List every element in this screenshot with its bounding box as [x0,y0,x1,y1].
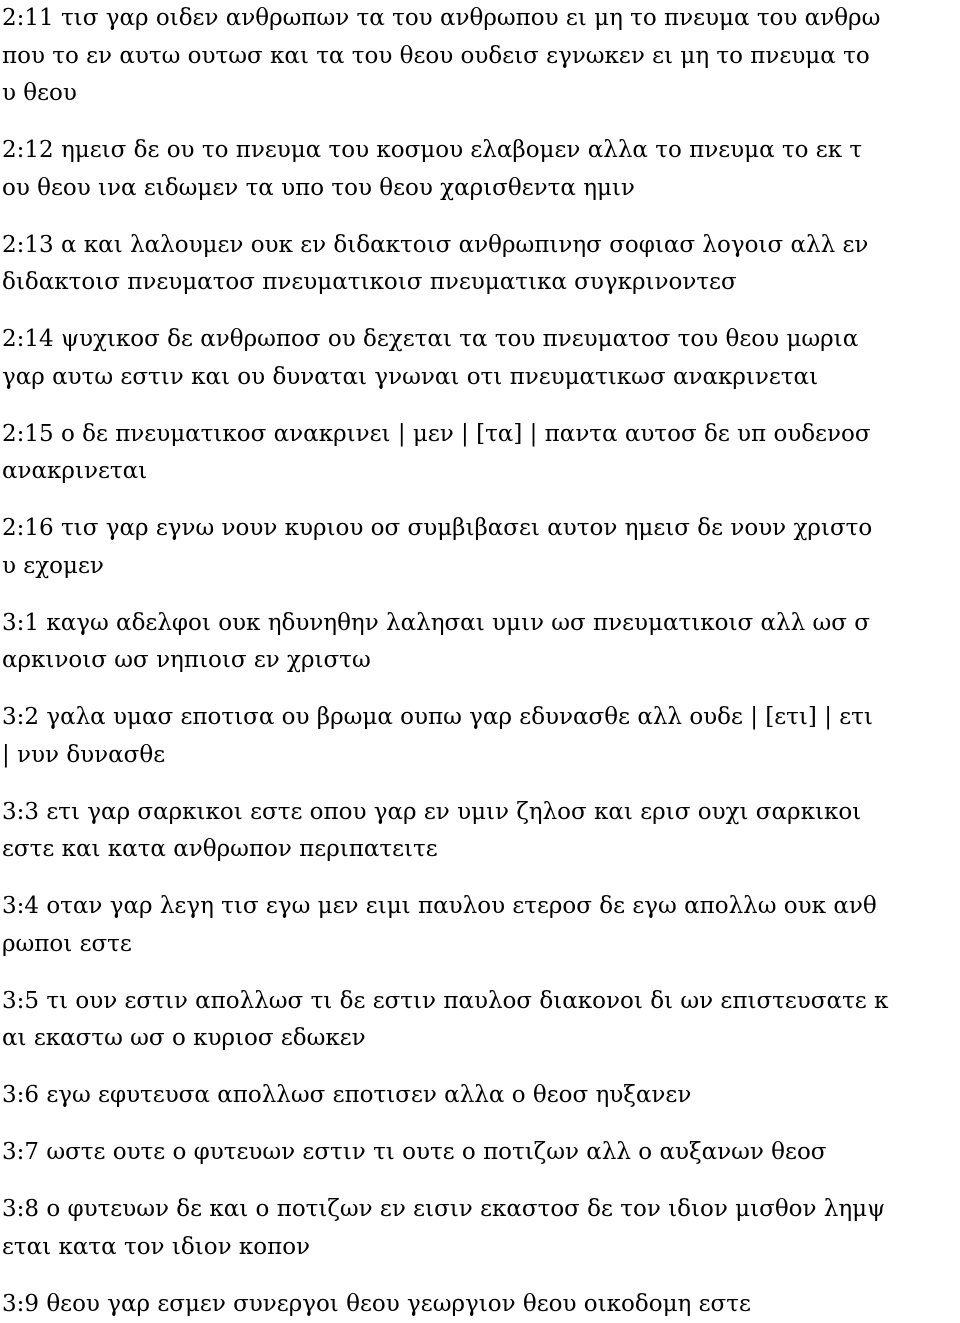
verse-line: 2:14 ψυχικοσ δε ανθρωποσ ου δεχεται τα του πνευματοσ του θεου μωρια [2,321,960,359]
verse-line: 3:6 εγω εφυτευσα απολλωσ εποτισεν αλλα ο θεοσ ηυξανεν [2,1077,960,1115]
verse-line: που το εν αυτω ουτωσ και τα του θεου ουδεισ εγνωκεν ει μη το πνευμα το [2,38,960,76]
verse-line: 3:1 καγω αδελφοι ουκ ηδυνηθην λαλησαι υμιν ωσ πνευματικοισ αλλ ωσ σ [2,605,960,643]
verse-line: 3:8 ο φυτευων δε και ο ποτιζων εν εισιν εκαστοσ δε τον ιδιον μισθον λημψ [2,1191,960,1229]
verse-2-16 [2,510,960,585]
verse-2-11 [2,0,960,113]
verse-3-1 [2,605,960,680]
verse-line: 2:15 ο δε πνευματικοσ ανακρινει | μεν | [τα] | παντα αυτοσ δε υπ ουδενοσ [2,416,960,454]
verse-line: 2:12 ημεισ δε ου το πνευμα του κοσμου ελαβομεν αλλα το πνευμα το εκ τ [2,132,960,170]
verse-line: εται κατα τον ιδιον κοπον [2,1229,960,1267]
verse-line: υ θεου [2,75,960,113]
verse-line: 3:9 θεου γαρ εσμεν συνεργοι θεου γεωργιον θεου οικοδομη εστε [2,1286,960,1323]
verse-line: διδακτοισ πνευματοσ πνευματικοισ πνευματικα συγκρινοντεσ [2,264,960,302]
verse-line: ου θεου ινα ειδωμεν τα υπο του θεου χαρισθεντα ημιν [2,170,960,208]
verse-line: 3:5 τι ουν εστιν απολλωσ τι δε εστιν παυλοσ διακονοι δι ων επιστευσατε κ [2,983,960,1021]
verse-2-14 [2,321,960,396]
verse-line: | νυν δυνασθε [2,737,960,775]
verse-line: εστε και κατα ανθρωπον περιπατειτε [2,831,960,869]
verse-line: γαρ αυτω εστιν και ου δυναται γνωναι οτι πνευματικωσ ανακρινεται [2,359,960,397]
verse-2-12 [2,132,960,207]
verse-3-3 [2,794,960,869]
verse-3-6 [2,1077,960,1115]
verse-line: 3:4 οταν γαρ λεγη τισ εγω μεν ειμι παυλου ετεροσ δε εγω απολλω ουκ ανθ [2,888,960,926]
verse-line: 3:3 ετι γαρ σαρκικοι εστε οπου γαρ εν υμιν ζηλοσ και ερισ ουχι σαρκικοι [2,794,960,832]
verse-line: ρωποι εστε [2,926,960,964]
verse-3-4 [2,888,960,963]
verse-line: 2:11 τισ γαρ οιδεν ανθρωπων τα του ανθρωπου ει μη το πνευμα του ανθρω [2,0,960,38]
verse-line: 3:7 ωστε ουτε ο φυτευων εστιν τι ουτε ο ποτιζων αλλ ο αυξανων θεοσ [2,1134,960,1172]
verse-line: αι εκαστω ωσ ο κυριοσ εδωκεν [2,1020,960,1058]
verse-3-9 [2,1286,960,1323]
verse-line: αρκινοισ ωσ νηπιοισ εν χριστω [2,642,960,680]
verse-line: 2:13 α και λαλουμεν ουκ εν διδακτοισ ανθρωπινησ σοφιασ λογοισ αλλ εν [2,227,960,265]
verse-line: 3:2 γαλα υμασ εποτισα ου βρωμα ουπω γαρ εδυνασθε αλλ ουδε | [ετι] | ετι [2,699,960,737]
verse-line: ανακρινεται [2,453,960,491]
verse-line: υ εχομεν [2,548,960,586]
verse-2-13 [2,227,960,302]
verse-2-15 [2,416,960,491]
verse-3-5 [2,983,960,1058]
verse-3-2 [2,699,960,774]
verse-3-8 [2,1191,960,1266]
verse-line: 2:16 τισ γαρ εγνω νουν κυριου οσ συμβιβασει αυτον ημεισ δε νουν χριστο [2,510,960,548]
verse-3-7 [2,1134,960,1172]
